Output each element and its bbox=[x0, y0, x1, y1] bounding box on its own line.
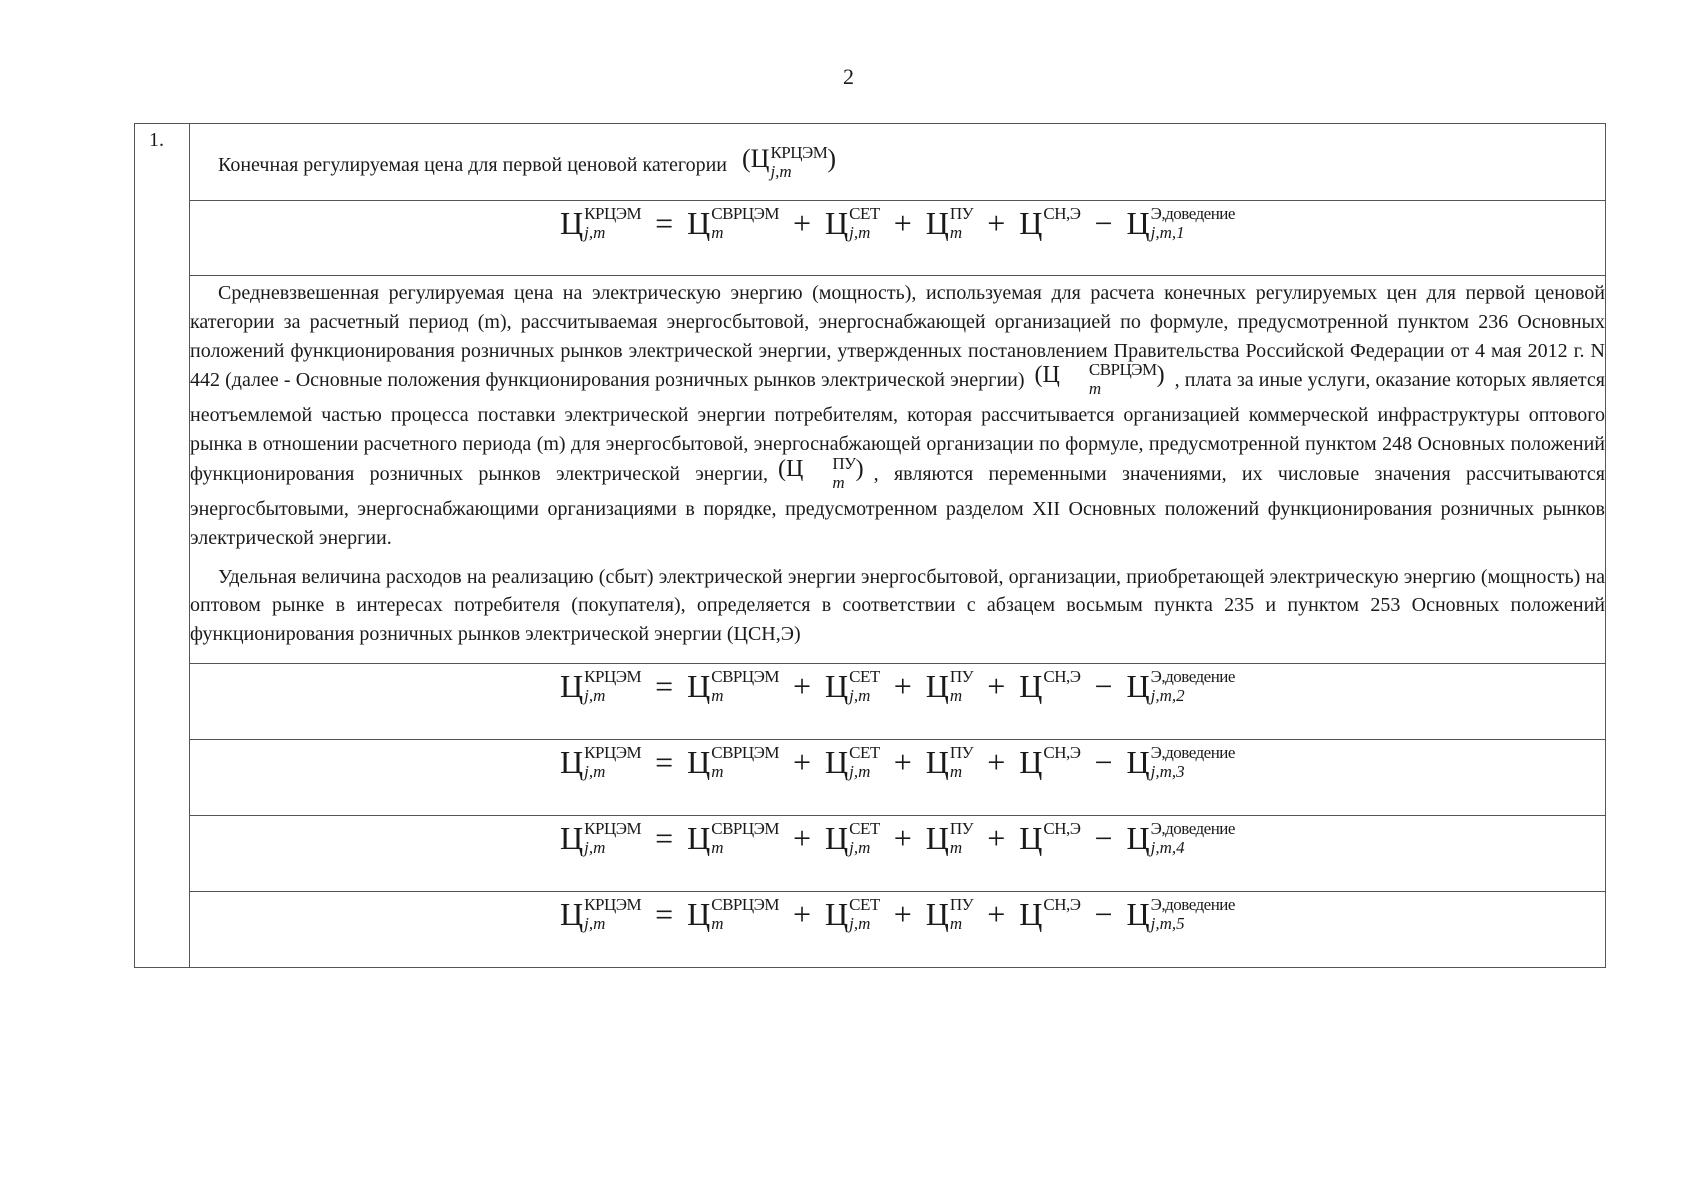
price-formula-5: Ц КРЦЭМ j,m = Ц СВРЦЭМ m + Ц СЕТ j,m + Ц ПУ m + Ц СН,Э − Ц Э,доведение j,m,5 bbox=[560, 894, 1235, 933]
paragraph-2: Удельная величина расходов на реализацию (сбыт) электрической энергии энергосбытовой, организации, приобретающей электрическую энергию (мощность) на оптовом рынке в интересах потребителя (покупателя), определяется в соответствии с абзацем восьмым пункта 235 и пунктом 253 Основных положений функционирования розничных рынков электрической энергии (ЦСН,Э) bbox=[190, 565, 1605, 646]
formula-row bbox=[135, 815, 1606, 891]
caption-cell bbox=[190, 124, 1606, 201]
formula-cell-2 bbox=[190, 663, 1606, 739]
formula-row bbox=[135, 663, 1606, 739]
formula-cell-3 bbox=[190, 739, 1606, 815]
price-table bbox=[134, 123, 1606, 968]
formula-cell-4 bbox=[190, 815, 1606, 891]
formula-cell-5 bbox=[190, 891, 1606, 967]
formula-row bbox=[135, 201, 1606, 276]
price-symbol-inline: (Ц КРЦЭМ j,m ) bbox=[742, 143, 837, 181]
price-formula-3: Ц КРЦЭМ j,m = Ц СВРЦЭМ m + Ц СЕТ j,m + Ц ПУ m + Ц СН,Э − Ц Э,доведение j,m,3 bbox=[560, 742, 1235, 781]
row-number: 1. bbox=[135, 124, 190, 968]
price-formula-4: Ц КРЦЭМ j,m = Ц СВРЦЭМ m + Ц СЕТ j,m + Ц ПУ m + Ц СН,Э − Ц Э,доведение j,m,4 bbox=[560, 818, 1235, 857]
text-cell bbox=[190, 276, 1606, 664]
paragraph-1: Средневзвешенная регулируемая цена на электрическую энергию (мощность), используемая для расчета конечных регулируемых цен для первой ценовой категории за расчетный период (m), рассчитываемая энергосбытовой, энергоснабжающей организацией по формуле, предусмотренной пунктом 236 Основных положений функционирования розничных рынков электрической энергии, утвержденных постановлением Правительства Российской Федерации от 4 мая 2012 г. N 442 (далее - Основные положения функционирования розничных рынков электрической энергии) (Ц СВРЦЭМ m ) , плата за иные услуги, оказание которых является неотъемлемой частью процесса поставки электрической энергии потребителям, которая рассчитывается организацией коммерческой инфраструктуры оптового рынка в отношении расчетного периода (m) для энергосбытовой, энергоснабжающей организации по формуле, предусмотренной пунктом 248 Основных положений функционирования розничных рынков электрической энергии, (Ц ПУ m ) , являются переменными значениями, их числовые значения рассчитываются энергосбытовыми, энергоснабжающими организациями в порядке, предусмотренном разделом XII Основных положений функционирования розничных рынков электрической энергии. bbox=[190, 282, 1605, 549]
price-formula-2: Ц КРЦЭМ j,m = Ц СВРЦЭМ m + Ц СЕТ j,m + Ц ПУ m + Ц СН,Э − Ц Э,доведение j,m,2 bbox=[560, 666, 1235, 705]
formula-cell-1 bbox=[190, 201, 1606, 276]
formula-row bbox=[135, 891, 1606, 967]
page-number: 2 bbox=[843, 64, 854, 89]
pu-symbol-inline: (Ц ПУ m ) bbox=[778, 453, 864, 492]
price-formula-1: Ц КРЦЭМ j,m = Ц СВРЦЭМ m + Ц СЕТ j,m + Ц ПУ m + Ц СН,Э − Ц Э,доведение j,m,1 bbox=[560, 204, 1235, 242]
caption-row bbox=[135, 124, 1606, 201]
text-row bbox=[135, 276, 1606, 664]
svrcem-symbol-inline: (Ц СВРЦЭМ m ) bbox=[1034, 360, 1165, 399]
formula-row bbox=[135, 739, 1606, 815]
caption-text: Конечная регулируемая цена для первой ценовой категории bbox=[218, 154, 727, 176]
